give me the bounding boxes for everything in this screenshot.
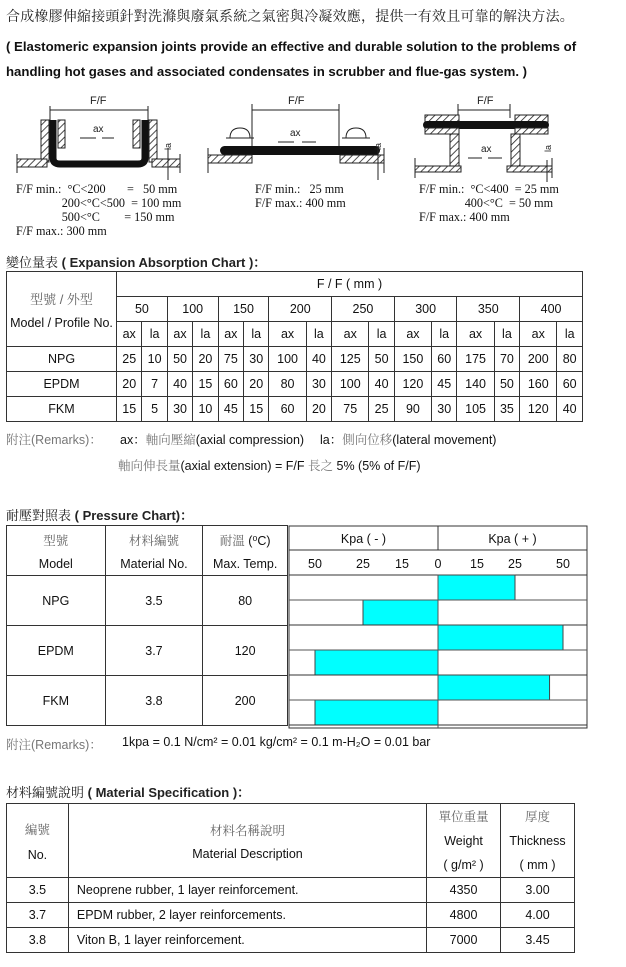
diagram-1-spec: F/F min.: °C<200 = 50 mm 200<°C<500 = 100 mm 500<°C = 150 mm F/F max.: 300 mm [16, 182, 182, 238]
remark-extension: 軸向伸長量(axial extension) = F/F 長之 5% (5% of F/F) [118, 459, 421, 473]
tick-label: 50 [308, 557, 322, 571]
expansion-remarks: 附注(Remarks)： [6, 433, 102, 447]
svg-text:la: la [373, 142, 383, 150]
value-cell: 125 [332, 347, 369, 372]
ax-header: ax [520, 322, 557, 347]
model-cell: NPG [7, 576, 106, 626]
diagram-3-spec: F/F min.: °C<400 = 25 mm 400<°C = 50 mm F/F max.: 400 mm [419, 182, 559, 224]
material-cell: 3.8 [105, 676, 203, 726]
size-header: 350 [457, 297, 520, 322]
svg-text:F/F: F/F [477, 95, 494, 107]
value-cell: 7 [142, 372, 167, 397]
model-cell: EPDM [7, 372, 117, 397]
value-cell: 105 [457, 397, 494, 422]
size-header: 200 [269, 297, 332, 322]
value-cell: 175 [457, 347, 494, 372]
svg-text:F/F: F/F [288, 95, 305, 107]
size-header: 50 [117, 297, 168, 322]
value-cell: 75 [218, 347, 243, 372]
value-cell: 160 [520, 372, 557, 397]
remark-ax: ax：軸向壓縮(axial compression) [120, 433, 305, 447]
diagram-3-t-profile [405, 88, 626, 183]
model-cell: NPG [7, 347, 117, 372]
table-row [7, 372, 583, 397]
value-cell: 100 [269, 347, 306, 372]
value-cell: 10 [193, 397, 218, 422]
intro-chinese: 合成橡膠伸縮接頭針對洗滌與廢氣系統之氣密與冷凝效應，提供一有效且可靠的解決方法。 [6, 8, 574, 24]
value-cell: 20 [306, 397, 331, 422]
table-row [7, 626, 288, 676]
thickness-cell: 3.00 [501, 878, 575, 903]
value-cell: 15 [117, 397, 142, 422]
neg-header: Kpa ( - ) [340, 532, 387, 546]
value-cell: 100 [332, 372, 369, 397]
tick-label: 15 [470, 557, 484, 571]
tick-label: 25 [508, 557, 522, 571]
temp-cell: 120 [203, 626, 288, 676]
ax-header: ax [167, 322, 192, 347]
pressure-table [6, 525, 288, 726]
size-header: 150 [218, 297, 269, 322]
model-cell: FKM [7, 397, 117, 422]
value-cell: 150 [394, 347, 431, 372]
value-cell: 30 [167, 397, 192, 422]
value-cell: 10 [142, 347, 167, 372]
value-cell: 75 [332, 397, 369, 422]
weight-cell: 7000 [427, 928, 501, 953]
intro-english: ( Elastomeric expansion joints provide an effective and durable solution to the problems of handling hot gases and associated condensates in scrubber and flue-gas system. ) [6, 39, 577, 79]
value-cell: 60 [557, 372, 583, 397]
col-no: 編號 No. [7, 804, 69, 878]
value-cell: 80 [269, 372, 306, 397]
value-cell: 20 [117, 372, 142, 397]
la-header: la [369, 322, 394, 347]
col-thickness: 厚度 Thickness ( mm ) [501, 804, 575, 878]
col-model: 型號 Model [7, 526, 106, 576]
weight-cell: 4800 [427, 903, 501, 928]
value-cell: 30 [306, 372, 331, 397]
value-cell: 30 [432, 397, 457, 422]
table-row [7, 576, 288, 626]
value-cell: 30 [244, 347, 269, 372]
value-cell: 40 [167, 372, 192, 397]
bar-positive-npg [438, 575, 515, 600]
thickness-cell: 4.00 [501, 903, 575, 928]
la-header: la [244, 322, 269, 347]
value-cell: 20 [193, 347, 218, 372]
value-cell: 5 [142, 397, 167, 422]
value-cell: 45 [218, 397, 243, 422]
la-header: la [142, 322, 167, 347]
value-cell: 70 [494, 347, 519, 372]
la-header: la [494, 322, 519, 347]
thickness-cell: 3.45 [501, 928, 575, 953]
no-cell: 3.8 [7, 928, 69, 953]
diagram-2-spec: F/F min.: 25 mm F/F max.: 400 mm [255, 182, 346, 210]
ax-header: ax [269, 322, 306, 347]
la-header: la [432, 322, 457, 347]
material-cell: 3.7 [105, 626, 203, 676]
no-cell: 3.5 [7, 878, 69, 903]
value-cell: 25 [369, 397, 394, 422]
ax-header: ax [394, 322, 431, 347]
svg-text:ax: ax [481, 144, 492, 155]
tick-label: 15 [395, 557, 409, 571]
value-cell: 15 [244, 397, 269, 422]
diagram-1-u-profile [0, 88, 210, 188]
material-table [6, 803, 575, 953]
table-row [7, 903, 575, 928]
model-cell: FKM [7, 676, 106, 726]
value-cell: 25 [117, 347, 142, 372]
value-cell: 40 [557, 397, 583, 422]
table-row [7, 878, 575, 903]
header-model: 型號 / 外型 Model / Profile No. [7, 272, 117, 347]
svg-text:ax: ax [290, 128, 301, 139]
table-row [7, 928, 575, 953]
size-header: 400 [520, 297, 583, 322]
pressure-remarks: 附注(Remarks)： [6, 738, 102, 752]
col-temp: 耐溫 (⁰C) Max. Temp. [203, 526, 288, 576]
value-cell: 15 [193, 372, 218, 397]
pressure-remark-units: 1kpa = 0.1 N/cm² = 0.01 kg/cm² = 0.1 m-H₂O = 0.01 bar [122, 735, 431, 749]
svg-text:la: la [543, 144, 553, 152]
value-cell: 140 [457, 372, 494, 397]
value-cell: 60 [432, 347, 457, 372]
value-cell: 45 [432, 372, 457, 397]
ax-header: ax [218, 322, 243, 347]
value-cell: 120 [520, 397, 557, 422]
col-material: 材料編號 Material No. [105, 526, 203, 576]
expansion-title: 變位量表 ( Expansion Absorption Chart )： [6, 255, 267, 270]
desc-cell: Viton B, 1 layer reinforcement. [68, 928, 426, 953]
temp-cell: 200 [203, 676, 288, 726]
value-cell: 60 [269, 397, 306, 422]
pressure-title: 耐壓對照表 ( Pressure Chart)： [6, 508, 194, 523]
value-cell: 120 [394, 372, 431, 397]
la-header: la [193, 322, 218, 347]
value-cell: 200 [520, 347, 557, 372]
tick-label: 50 [556, 557, 570, 571]
pressure-bar-chart [288, 525, 588, 729]
size-header: 100 [167, 297, 218, 322]
la-header: la [306, 322, 331, 347]
value-cell: 35 [494, 397, 519, 422]
table-row [7, 676, 288, 726]
model-cell: EPDM [7, 626, 106, 676]
no-cell: 3.7 [7, 903, 69, 928]
value-cell: 50 [167, 347, 192, 372]
diagram-2-flat-profile [200, 88, 410, 183]
bar-negative-fkm [315, 700, 438, 725]
remark-la: la：側向位移(lateral movement) [320, 433, 497, 447]
ff-label: F/F [90, 95, 107, 107]
temp-cell: 80 [203, 576, 288, 626]
bar-positive-fkm [438, 675, 550, 700]
size-header: 300 [394, 297, 457, 322]
la-label: la [163, 142, 173, 150]
pos-header: Kpa ( + ) [488, 532, 537, 546]
material-cell: 3.5 [105, 576, 203, 626]
ax-header: ax [117, 322, 142, 347]
col-weight: 單位重量 Weight ( g/m² ) [427, 804, 501, 878]
bar-negative-epdm [315, 650, 438, 675]
desc-cell: EPDM rubber, 2 layer reinforcements. [68, 903, 426, 928]
bar-positive-epdm [438, 625, 563, 650]
size-header: 250 [332, 297, 395, 322]
bar-negative-npg [363, 600, 438, 625]
value-cell: 50 [494, 372, 519, 397]
value-cell: 80 [557, 347, 583, 372]
ax-label: ax [93, 124, 104, 135]
desc-cell: Neoprene rubber, 1 layer reinforcement. [68, 878, 426, 903]
header-ff: F / F ( mm ) [117, 272, 583, 297]
material-title: 材料編號說明 ( Material Specification )： [6, 785, 251, 800]
value-cell: 40 [369, 372, 394, 397]
value-cell: 20 [244, 372, 269, 397]
col-description: 材料名稱說明 Material Description [68, 804, 426, 878]
value-cell: 60 [218, 372, 243, 397]
ax-header: ax [457, 322, 494, 347]
tick-label: 0 [434, 557, 442, 571]
expansion-table [6, 271, 583, 422]
value-cell: 40 [306, 347, 331, 372]
weight-cell: 4350 [427, 878, 501, 903]
tick-label: 25 [356, 557, 370, 571]
la-header: la [557, 322, 583, 347]
table-row [7, 397, 583, 422]
table-row [7, 347, 583, 372]
value-cell: 90 [394, 397, 431, 422]
ax-header: ax [332, 322, 369, 347]
value-cell: 50 [369, 347, 394, 372]
